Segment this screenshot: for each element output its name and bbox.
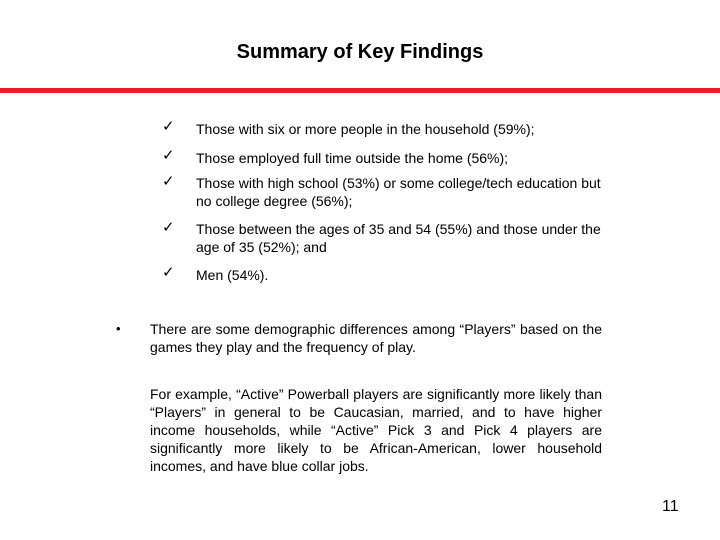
title-divider <box>0 88 720 93</box>
checkmark-icon: ✓ <box>162 146 175 164</box>
bullet-paragraph: There are some demographic differences among “Players” based on the games they play and the frequency of play. <box>150 321 602 355</box>
finding-item: Those between the ages of 35 and 54 (55%) and those under the age of 35 (52%); and <box>196 221 601 255</box>
checkmark-icon: ✓ <box>162 172 175 190</box>
finding-item: Those employed full time outside the home (56%); <box>196 150 509 166</box>
bullet-icon: • <box>116 321 121 336</box>
slide-title: Summary of Key Findings <box>236 41 484 63</box>
checkmark-icon: ✓ <box>162 263 175 281</box>
example-paragraph: For example, “Active” Powerball players are significantly more likely than “Players” in general to be Caucasian, married, and to have higher income households, while “Active” Pick 3 and Pick 4 players are significantly more likely to be African-American, lower household incomes, and have blue collar jobs. <box>150 386 602 474</box>
checkmark-icon: ✓ <box>162 117 175 135</box>
finding-item: Those with six or more people in the household (59%); <box>196 121 535 137</box>
checkmark-icon: ✓ <box>162 218 175 236</box>
finding-item: Those with high school (53%) or some college/tech education but no college degree (56%); <box>196 175 601 209</box>
page-number: 11 <box>662 498 679 515</box>
finding-item: Men (54%). <box>196 267 269 283</box>
